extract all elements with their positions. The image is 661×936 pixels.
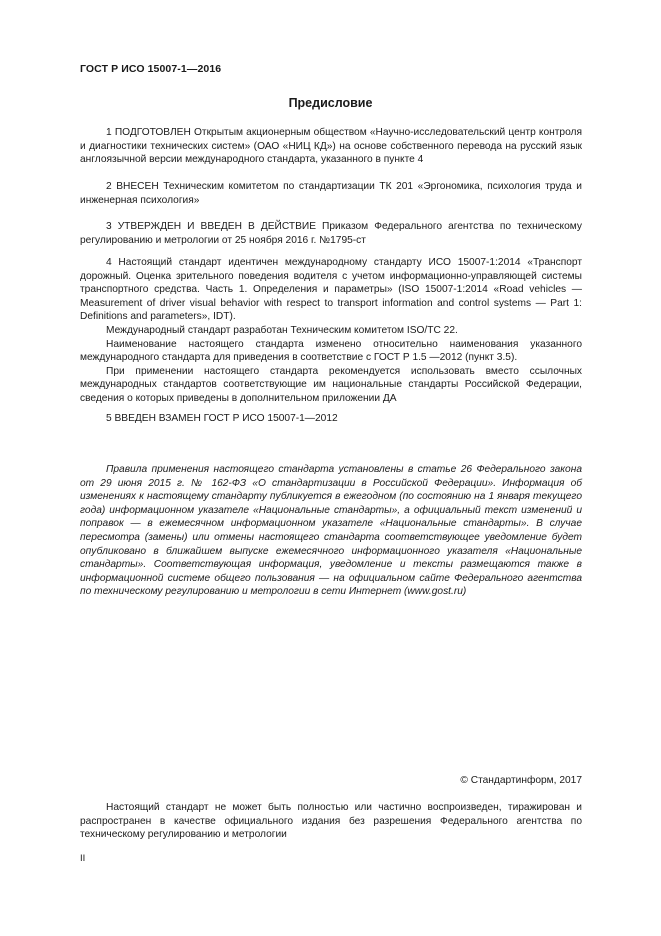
reproduction-notice — [80, 801, 582, 842]
reproduction-notice-text: Настоящий стандарт не может быть полностью или частично воспроизведен, тиражирован и распространен в качестве официального издания без разрешения Федерального агентства по техническому регулированию и метрологии — [80, 802, 582, 841]
copyright-line: © Стандартинформ, 2017 — [460, 775, 582, 786]
foreword-item-2 — [80, 180, 582, 207]
application-rules-notice — [80, 463, 582, 599]
foreword-item-paragraph: Наименование настоящего стандарта изменено относительно наименования указанного международного стандарта для приведения в соответствие с ГОСТ Р 1.5 —2012 (пункт 3.5). — [80, 338, 582, 364]
foreword-item-3 — [80, 220, 582, 247]
page-title: Предисловие — [288, 96, 373, 110]
foreword-item-text: 4 Настоящий стандарт идентичен международному стандарту ИСО 15007-1:2014 «Транспорт дорожный. Оценка зрительного поведения водителя с учетом информационно-управляющей системы транспортного средства. Часть 1. Определения и параметры» (ISO 15007-1:2014 «Road vehicles — Measurement of driver visual behavior with respect to transport information and control systems — Part 1: Definitions and parameters», IDT). — [80, 257, 582, 323]
document-header-code: ГОСТ Р ИСО 15007-1—2016 — [80, 63, 222, 75]
foreword-item-1 — [80, 126, 582, 167]
foreword-item-paragraph: При применении настоящего стандарта рекомендуется использовать вместо ссылочных международных стандартов соответствующие им национальные стандарты Российской Федерации, сведения о которых приведены в дополнительном приложении ДА — [80, 365, 582, 404]
foreword-item-paragraph: Международный стандарт разработан Техническим комитетом ISO/TC 22. — [106, 324, 458, 336]
foreword-item-text: 1 ПОДГОТОВЛЕН Открытым акционерным обществом «Научно-исследовательский центр контроля и диагностики технических систем» (ОАО «НИЦ КД») на основе собственного перевода на русский язык англоязычной версии международного стандарта, указанного в пункте 4 — [80, 127, 582, 166]
page-number: II — [80, 853, 86, 864]
foreword-item-4 — [80, 256, 582, 406]
notice-text: Правила применения настоящего стандарта установлены в статье 26 Федерального закона от 29 июня 2015 г. № 162-ФЗ «О стандартизации в Российской Федерации». Информация об изменениях к настоящему стандарту публикуется в ежегодном (по состоянию на 1 января текущего года) информационном указателе «Национальные стандарты», а официальный текст изменений и поправок — в ежемесячном информационном указателе «Национальные стандарты». В случае пересмотра (замены) или отмены настоящего стандарта соответствующее уведомление будет опубликовано в ближайшем выпуске ежемесячного информационного указателя «Национальные стандарты». Соответствующая информация, уведомление и тексты размещаются также в информационной системе общего пользования — на официальном сайте Федерального агентства по техническому регулированию и метрологии в сети Интернет (www.gost.ru) — [80, 464, 582, 598]
foreword-item-5 — [80, 412, 582, 426]
foreword-item-text: 2 ВНЕСЕН Техническим комитетом по стандартизации ТК 201 «Эргономика, психология труда и инженерная психология» — [80, 181, 582, 206]
foreword-item-text: 5 ВВЕДЕН ВЗАМЕН ГОСТ Р ИСО 15007-1—2012 — [106, 413, 338, 424]
foreword-item-text: 3 УТВЕРЖДЕН И ВВЕДЕН В ДЕЙСТВИЕ Приказом Федерального агентства по техническому регулированию и метрологии от 25 ноября 2016 г. №1795-ст — [80, 221, 582, 246]
